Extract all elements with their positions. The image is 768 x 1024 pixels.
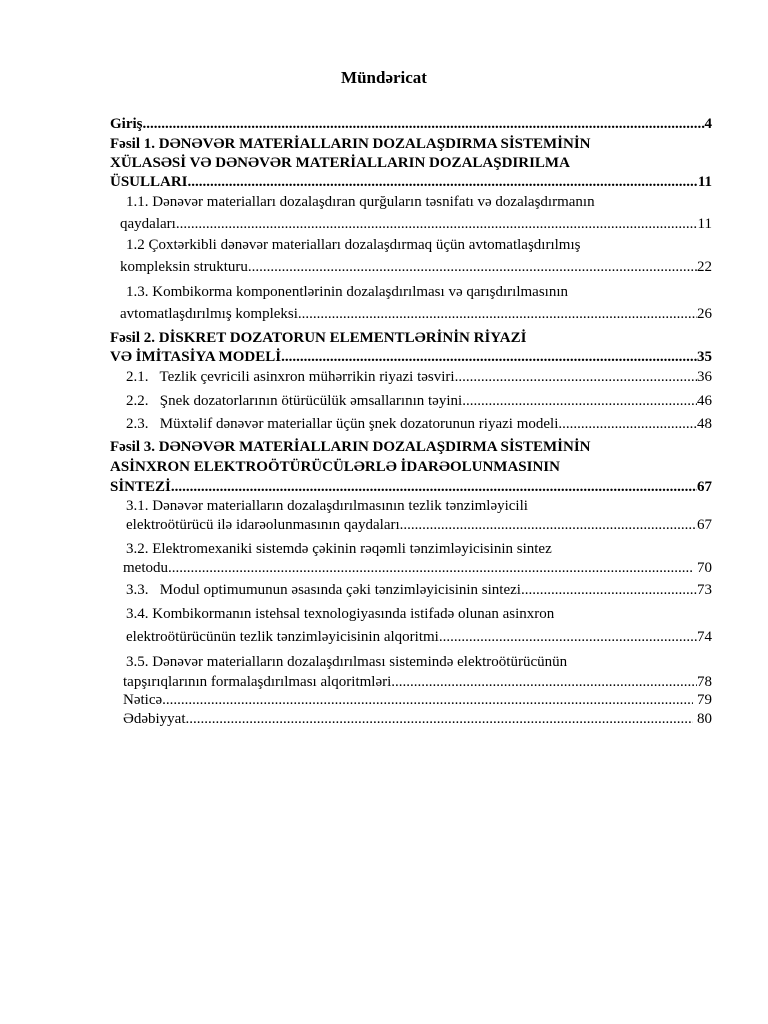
toc-entry-text: Giriş bbox=[110, 116, 143, 132]
toc-entry-text: metodu bbox=[123, 560, 168, 576]
toc-entry-text: kompleksin strukturu bbox=[120, 259, 248, 275]
toc-entry-text: Nəticə bbox=[123, 692, 163, 708]
toc-entry-text: elektroötürücünün tezlik tənzimləyicisinin alqoritmi bbox=[126, 629, 439, 645]
toc-entry-text: 2.3. Müxtəlif dənəvər materiallar üçün şnek dozatorunun riyazi modeli bbox=[126, 416, 559, 432]
toc-page-number: 67 bbox=[697, 479, 712, 495]
toc-section-1-3-line-1: 1.3. Kombikorma komponentlərinin dozalaşdırılması və qarışdırılmasının bbox=[126, 284, 569, 300]
toc-chapter-1-line-1: Fəsil 1. DƏNƏVƏR MATERİALLARIN DOZALAŞDIRMA SİSTEMİNİN bbox=[110, 136, 591, 152]
toc-page-number: 11 bbox=[697, 174, 712, 190]
toc-entry-text: ÜSULLARI bbox=[110, 174, 188, 190]
toc-page-number: 67 bbox=[697, 517, 712, 533]
toc-entry-text: tapşırıqlarının formalaşdırılması alqoritmləri bbox=[123, 674, 392, 690]
dot-leader bbox=[188, 173, 698, 191]
dot-leader bbox=[439, 628, 697, 646]
toc-chapter-3-line-3 bbox=[110, 478, 712, 496]
toc-page-number: 48 bbox=[697, 416, 712, 432]
toc-entry-text: Ədəbiyyat bbox=[123, 711, 186, 727]
toc-entry-text: avtomatlaşdırılmış kompleksi bbox=[120, 306, 298, 322]
toc-entry-text: 3.3. Modul optimumunun əsasında çəki tənzimləyicisinin sintezi bbox=[126, 582, 521, 598]
toc-entry-text: qaydaları bbox=[120, 216, 176, 232]
toc-section-1-2-line-2 bbox=[120, 258, 712, 276]
dot-leader bbox=[391, 673, 697, 691]
toc-page-number: 70 bbox=[693, 560, 712, 576]
toc-entry-text: SİNTEZİ bbox=[110, 479, 171, 495]
page-title: Mündəricat bbox=[341, 68, 427, 87]
dot-leader bbox=[455, 368, 697, 386]
dot-leader bbox=[462, 392, 697, 410]
dot-leader bbox=[185, 710, 693, 728]
dot-leader bbox=[281, 348, 697, 366]
toc-section-3-5-line-2 bbox=[123, 673, 712, 691]
toc-page-number: 73 bbox=[697, 582, 712, 598]
toc-page-number: 36 bbox=[697, 369, 712, 385]
toc-page-number: 78 bbox=[697, 674, 712, 690]
dot-leader bbox=[162, 691, 693, 709]
toc-entry-references bbox=[123, 710, 712, 728]
dot-leader bbox=[400, 516, 697, 534]
toc-section-3-4-line-1: 3.4. Kombikormanın istehsal texnologiyasında istifadə olunan asinxron bbox=[126, 606, 555, 622]
toc-section-1-2-line-1: 1.2 Çoxtərkibli dənəvər materialları dozalaşdırmaq üçün avtomatlaşdırılmış bbox=[126, 237, 581, 253]
toc-section-2-2 bbox=[126, 392, 712, 410]
toc-section-1-1-line-1: 1.1. Dənəvər materialları dozalaşdıran qurğuların təsnifatı və dozalaşdırmanın bbox=[126, 194, 595, 210]
toc-section-3-2-line-2 bbox=[123, 559, 712, 577]
toc-page-number: 11 bbox=[697, 216, 712, 232]
toc-entry-text: elektroötürücü ilə idarəolunmasının qaydaları bbox=[126, 517, 400, 533]
toc-section-3-3 bbox=[126, 581, 712, 599]
toc-page-number: 35 bbox=[697, 349, 712, 365]
toc-page-number: 46 bbox=[697, 393, 712, 409]
toc-entry-text: 2.2. Şnek dozatorlarının ötürücülük əmsallarının təyini bbox=[126, 393, 463, 409]
toc-chapter-1-line-3 bbox=[110, 173, 712, 191]
toc-section-3-4-line-2 bbox=[126, 628, 712, 646]
toc-chapter-2-line-1: Fəsil 2. DİSKRET DOZATORUN ELEMENTLƏRİNİN RİYAZİ bbox=[110, 330, 527, 346]
toc-entry-text: VƏ İMİTASİYA MODELİ bbox=[110, 349, 282, 365]
toc-section-1-3-line-2 bbox=[120, 305, 712, 323]
dot-leader bbox=[298, 305, 697, 323]
toc-page-number: 26 bbox=[697, 306, 712, 322]
toc-entry-conclusion bbox=[123, 691, 712, 709]
dot-leader bbox=[143, 115, 705, 133]
dot-leader bbox=[521, 581, 697, 599]
toc-page-number: 22 bbox=[697, 259, 712, 275]
dot-leader bbox=[176, 215, 698, 233]
toc-chapter-3-line-1: Fəsil 3. DƏNƏVƏR MATERİALLARIN DOZALAŞDIRMA SİSTEMİNİN bbox=[110, 439, 591, 455]
toc-page-number: 79 bbox=[693, 692, 712, 708]
toc-entry-intro bbox=[110, 115, 712, 133]
toc-chapter-3-line-2: ASİNXRON ELEKTROÖTÜRÜCÜLƏRLƏ İDARƏOLUNMASININ bbox=[110, 459, 560, 475]
toc-section-3-1-line-2 bbox=[126, 516, 712, 534]
toc-page-number: 80 bbox=[693, 711, 712, 727]
toc-section-3-1-line-1: 3.1. Dənəvər materialların dozalaşdırılmasının tezlik tənzimləyicili bbox=[126, 498, 528, 514]
toc-entry-text: 2.1. Tezlik çevricili asinxron mühərrikin riyazi təsviri bbox=[126, 369, 455, 385]
toc-chapter-1-line-2: XÜLASƏSİ VƏ DƏNƏVƏR MATERİALLARIN DOZALAŞDIRILMA bbox=[110, 155, 570, 171]
toc-section-3-2-line-1: 3.2. Elektromexaniki sistemdə çəkinin rəqəmli tənzimləyicisinin sintez bbox=[126, 541, 552, 557]
dot-leader bbox=[558, 415, 697, 433]
toc-section-2-3 bbox=[126, 415, 712, 433]
toc-page-number: 74 bbox=[697, 629, 712, 645]
toc-section-3-5-line-1: 3.5. Dənəvər materialların dozalaşdırılması sistemində elektroötürücünün bbox=[126, 654, 568, 670]
toc-section-2-1 bbox=[126, 368, 712, 386]
toc-page-number: 4 bbox=[704, 116, 712, 132]
dot-leader bbox=[248, 258, 697, 276]
toc-chapter-2-line-2 bbox=[110, 348, 712, 366]
toc-section-1-1-line-2 bbox=[120, 215, 712, 233]
dot-leader bbox=[168, 559, 693, 577]
dot-leader bbox=[171, 478, 697, 496]
